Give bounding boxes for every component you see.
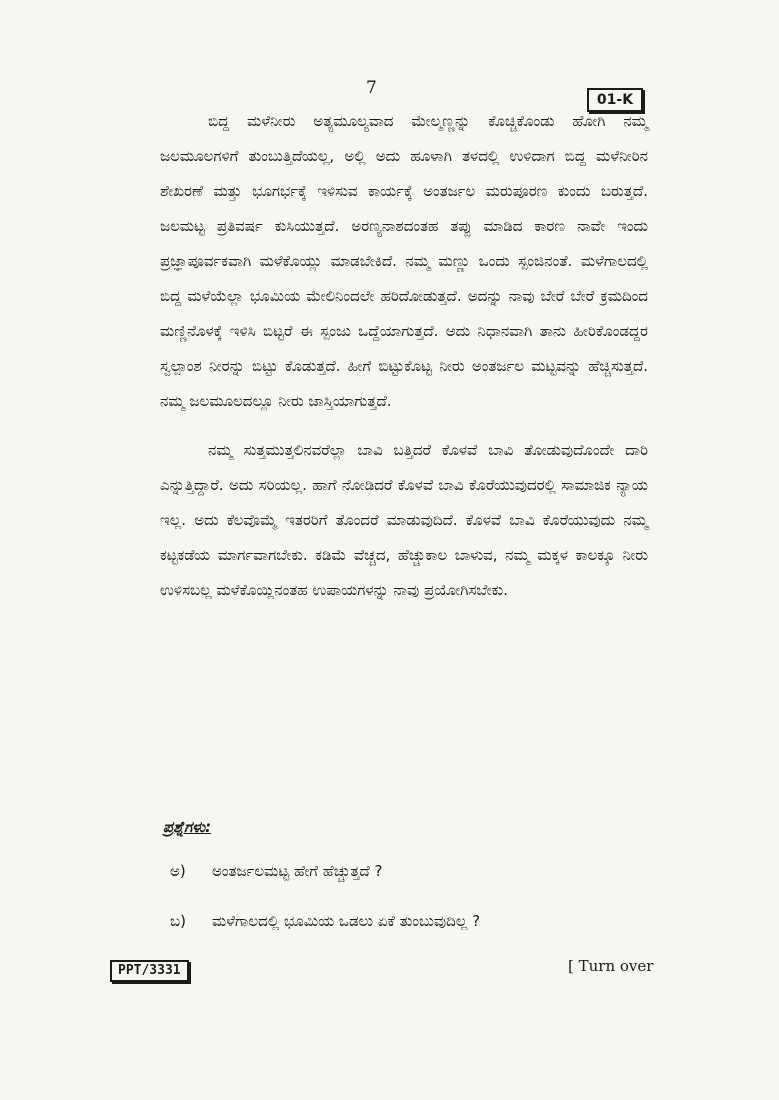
- passage: [160, 104, 648, 608]
- passage-paragraph-2: ನಮ್ಮ ಸುತ್ತಮುತ್ತಲಿನವರೆಲ್ಲಾ ಬಾವಿ ಬತ್ತಿದರೆ ಕೊಳವೆ ಬಾವಿ ತೋಡುವುದೊಂದೇ ದಾರಿ ಎನ್ನುತ್ತಿದ್ದಾರೆ. ಅದು ಸರಿಯಲ್ಲ. ಹಾಗೆ ನೋಡಿದರೆ ಕೊಳವೆ ಬಾವಿ ಕೊರೆಯುವುದರಲ್ಲಿ ಸಾಮಾಜಿಕ ನ್ಯಾಯ ಇಲ್ಲ. ಅದು ಕೆಲವೊಮ್ಮೆ ಇತರರಿಗೆ ತೊಂದರೆ ಮಾಡುವುದಿದೆ. ಕೊಳವೆ ಬಾವಿ ಕೊರೆಯುವುದು ನಮ್ಮ ಕಟ್ಟಕಡೆಯ ಮಾರ್ಗವಾಗಬೇಕು. ಕಡಿಮೆ ವೆಚ್ಚದ, ಹೆಚ್ಚುಕಾಲ ಬಾಳುವ, ನಮ್ಮ ಮಕ್ಕಳ ಕಾಲಕ್ಕೂ ನೀರು ಉಳಿಸಬಲ್ಲ ಮಳೆಕೊಯ್ಲಿನಂತಹ ಉಪಾಯಗಳನ್ನು ನಾವು ಪ್ರಯೋಗಿಸಬೇಕು.: [160, 441, 648, 599]
- questions-heading: ಪ್ರಶ್ನೆಗಳು:: [163, 818, 212, 836]
- question-item: [170, 862, 383, 880]
- page-number: 7: [366, 78, 377, 98]
- paper-code-box: 01-K: [587, 88, 643, 112]
- footer-paper-code: PPT/3331: [110, 960, 189, 982]
- question-item: [170, 912, 480, 930]
- question-text: ಮಳೆಗಾಲದಲ್ಲಿ ಭೂಮಿಯ ಒಡಲು ಏಕೆ ತುಂಬುವುದಿಲ್ಲ ?: [212, 912, 481, 930]
- passage-paragraph-1: ಬಿದ್ದ ಮಳೆನೀರು ಅತ್ಯಮೂಲ್ಯವಾದ ಮೇಲ್ಮಣ್ಣನ್ನು ಕೊಚ್ಚಿಕೊಂಡು ಹೋಗಿ ನಮ್ಮ ಜಲಮೂಲಗಳಿಗೆ ತುಂಬುತ್ತಿದೆಯಲ್ಲ, ಅಲ್ಲಿ ಅದು ಹೂಳಾಗಿ ತಳದಲ್ಲಿ ಉಳಿದಾಗ ಬಿದ್ದ ಮಳೆನೀರಿನ ಶೇಖರಣೆ ಮತ್ತು ಭೂಗರ್ಭಕ್ಕೆ ಇಳಿಸುವ ಕಾರ್ಯಕ್ಕೆ ಅಂತರ್ಜಲ ಮರುಪೂರಣ ಕುಂದು ಬರುತ್ತದೆ. ಜಲಮಟ್ಟ ಪ್ರತಿವರ್ಷ ಕುಸಿಯುತ್ತದೆ. ಅರಣ್ಯನಾಶದಂತಹ ತಪ್ಪು ಮಾಡಿದ ಕಾರಣ ನಾವೇ ಇಂದು ಪ್ರಜ್ಞಾಪೂರ್ವಕವಾಗಿ ಮಳೆಕೊಯ್ಲು ಮಾಡಬೇಕಿದೆ. ನಮ್ಮ ಮಣ್ಣು ಒಂದು ಸ್ಪಂಜಿನಂತೆ. ಮಳೆಗಾಲದಲ್ಲಿ ಬಿದ್ದ ಮಳೆಯೆಲ್ಲಾ ಭೂಮಿಯ ಮೇಲಿನಿಂದಲೇ ಹರಿದೋಡುತ್ತದೆ. ಅದನ್ನು ನಾವು ಬೇರೆ ಬೇರೆ ಕ್ರಮದಿಂದ ಮಣ್ಣಿನೊಳಕ್ಕೆ ಇಳಿಸಿ ಬಿಟ್ಟರೆ ಈ ಸ್ಪಂಜು ಒದ್ದೆಯಾಗುತ್ತದೆ. ಅದು ನಿಧಾನವಾಗಿ ತಾನು ಹೀರಿಕೊಂಡದ್ದರ ಸ್ವಲ್ಪಾಂಶ ನೀರನ್ನು ಬಿಟ್ಟು ಕೊಡುತ್ತದೆ. ಹೀಗೆ ಬಿಟ್ಟುಕೊಟ್ಟ ನೀರು ಅಂತರ್ಜಲ ಮಟ್ಟವನ್ನು ಹೆಚ್ಚಿಸುತ್ತದೆ. ನಮ್ಮ ಜಲಮೂಲದಲ್ಲೂ ನೀರು ಜಾಸ್ತಿಯಾಗುತ್ತದೆ.: [160, 112, 648, 410]
- question-label: ಬ): [170, 912, 187, 930]
- question-label: ಅ): [170, 862, 186, 880]
- question-text: ಅಂತರ್ಜಲಮಟ್ಟ ಹೇಗೆ ಹೆಚ್ಚುತ್ತದೆ ?: [212, 862, 383, 880]
- turn-over-text: [ Turn over: [568, 957, 654, 975]
